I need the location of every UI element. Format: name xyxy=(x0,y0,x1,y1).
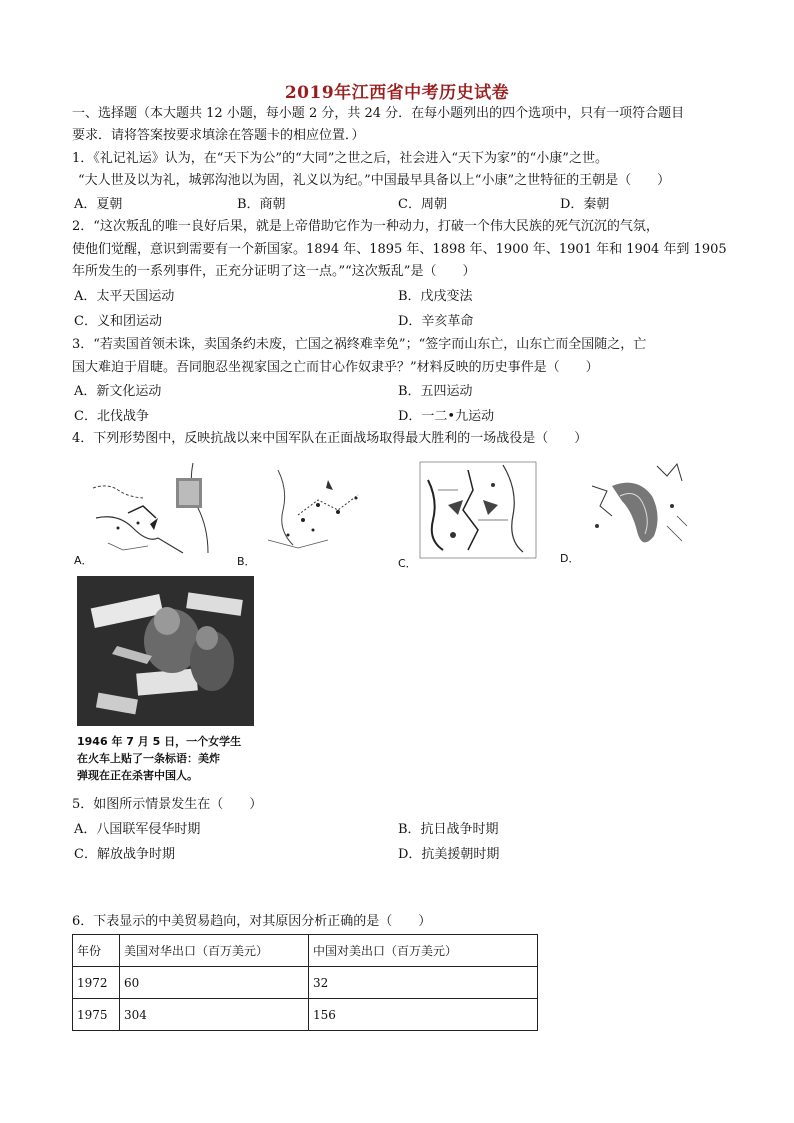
q5-option-b[interactable]: B．抗日战争时期 xyxy=(398,822,499,837)
table-header-us-export: 美国对华出口（百万美元） xyxy=(120,935,309,967)
q3-option-d[interactable]: D．一二•九运动 xyxy=(398,409,495,424)
historical-photo xyxy=(77,576,254,726)
battle-map-d[interactable] xyxy=(582,456,692,556)
q3-stem-line2: 国大难迫于眉睫。吾同胞忍坐视家国之亡而甘心作奴隶乎？”材料反映的历史事件是（ ） xyxy=(72,360,599,375)
map-c-label: C． xyxy=(398,557,417,570)
section-instructions-line2: 要求．请将答案按要求填涂在答题卡的相应位置．） xyxy=(72,128,365,143)
battle-map-c[interactable] xyxy=(418,460,538,560)
table-cell-year: 1972 xyxy=(73,967,120,999)
section-instructions-line1: 一、选择题（本大题共 12 小题，每小题 2 分，共 24 分．在每小题列出的四个选项中，只有一项符合题目 xyxy=(72,106,685,121)
q2-option-a[interactable]: A．太平天国运动 xyxy=(74,289,175,304)
q5-stem: 5．如图所示情景发生在（ ） xyxy=(72,797,263,812)
q1-stem-line1: 1．《礼记礼运》认为，在“天下为公”的“大同”之世之后，社会进入“天下为家”的“小康”之世。 xyxy=(72,151,608,166)
q2-stem-line2: 使他们觉醒，意识到需要有一个新国家。1894 年、1895 年、1898 年、1900 年、1901 年和 1904 年到 1905 xyxy=(72,242,727,257)
table-header-cn-export: 中国对美出口（百万美元） xyxy=(309,935,538,967)
table-cell-us-export: 60 xyxy=(120,967,309,999)
table-cell-year: 1975 xyxy=(73,999,120,1031)
table-cell-cn-export: 32 xyxy=(309,967,538,999)
photo-image xyxy=(77,576,254,726)
photo-caption-line1: 1946 年 7 月 5 日，一个女学生 xyxy=(77,735,242,748)
table-header-year: 年份 xyxy=(73,935,120,967)
q2-option-c[interactable]: C．义和团运动 xyxy=(74,314,162,329)
q1-option-c[interactable]: C．周朝 xyxy=(398,197,447,212)
battle-map-b[interactable] xyxy=(258,460,373,555)
map-d-label: D． xyxy=(560,552,580,565)
table-cell-cn-export: 156 xyxy=(309,999,538,1031)
q1-option-a[interactable]: A．夏朝 xyxy=(74,197,123,212)
q1-stem-line2: “大人世及以为礼，城郭沟池以为固，礼义以为纪。”中国最早具备以上“小康”之世特征的王朝是（ ） xyxy=(78,173,671,188)
q2-option-d[interactable]: D．辛亥革命 xyxy=(398,314,474,329)
map-b-label: B． xyxy=(237,555,256,568)
q5-option-d[interactable]: D．抗美援朝时期 xyxy=(398,847,500,862)
q3-option-a[interactable]: A．新文化运动 xyxy=(74,384,162,399)
photo-caption-line2: 在火车上贴了一条标语：美炸 xyxy=(77,752,220,765)
q5-option-a[interactable]: A．八国联军侵华时期 xyxy=(74,822,201,837)
q3-option-b[interactable]: B．五四运动 xyxy=(398,384,473,399)
q2-stem-line3: 年所发生的一系列事件，正充分证明了这一点。”“这次叛乱”是（ ） xyxy=(72,264,476,279)
table-header-row xyxy=(73,935,538,967)
page-title: 2019年江西省中考历史试卷 xyxy=(284,83,510,103)
q3-stem-line1: 3．“若卖国首领未诛，卖国条约未废，亡国之祸终难幸免”；“签字而山东亡，山东亡而全国随之，亡 xyxy=(72,337,647,352)
map-a-label: A． xyxy=(74,554,93,567)
q4-stem: 4．下列形势图中，反映抗战以来中国军队在正面战场取得最大胜利的一场战役是（ ） xyxy=(72,431,588,446)
trade-table xyxy=(72,934,538,1031)
table-cell-us-export: 304 xyxy=(120,999,309,1031)
q6-stem: 6．下表显示的中美贸易趋向，对其原因分析正确的是（ ） xyxy=(72,914,432,929)
q2-option-b[interactable]: B．戊戌变法 xyxy=(398,289,473,304)
photo-caption-line3: 弹现在正在杀害中国人。 xyxy=(77,769,198,782)
table-row xyxy=(73,967,538,999)
q1-option-d[interactable]: D．秦朝 xyxy=(560,197,610,212)
q1-option-b[interactable]: B．商朝 xyxy=(237,197,286,212)
table-row xyxy=(73,999,538,1031)
battle-map-a[interactable] xyxy=(88,458,213,558)
q5-option-c[interactable]: C．解放战争时期 xyxy=(74,847,175,862)
q2-stem-line1: 2．“这次叛乱的唯一良好后果，就是上帝借助它作为一种动力，打破一个伟大民族的死气沉沉的气氛， xyxy=(72,219,659,234)
q3-option-c[interactable]: C．北伐战争 xyxy=(74,409,149,424)
